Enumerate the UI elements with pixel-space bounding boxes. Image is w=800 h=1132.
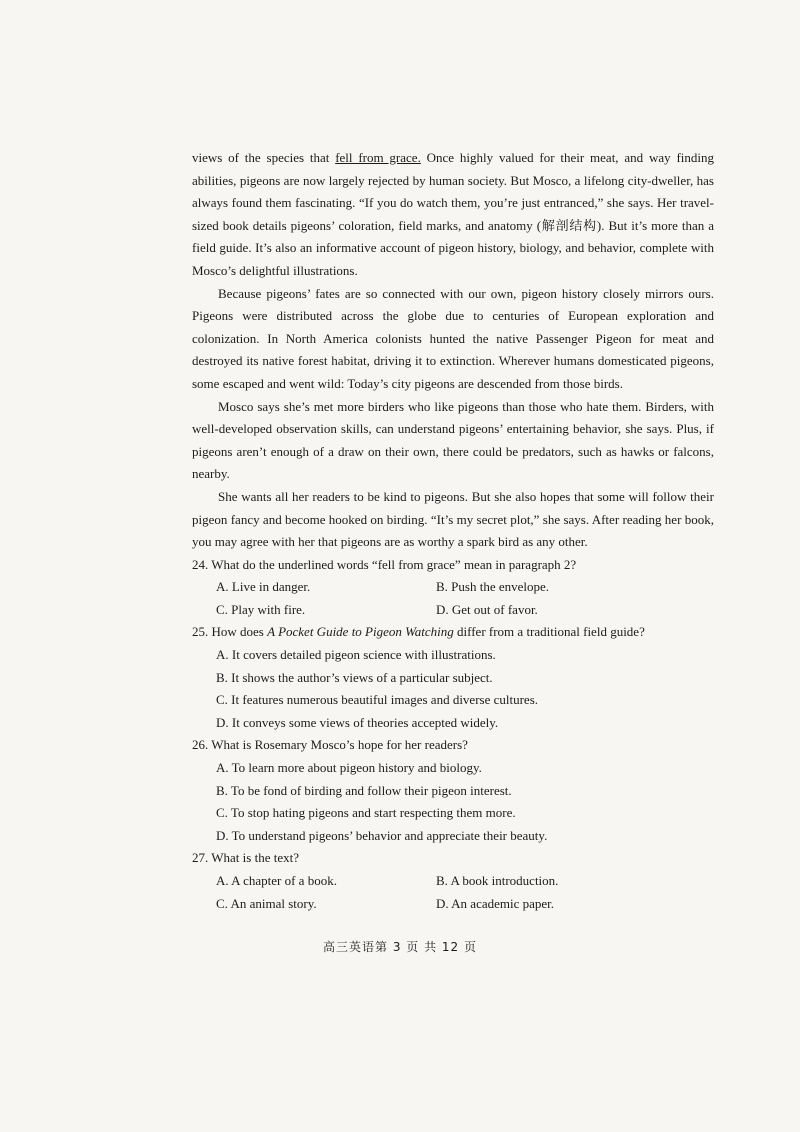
question-24-option-d: D. Get out of favor. [436, 601, 538, 617]
question-27-option-a: A. A chapter of a book. [216, 873, 337, 888]
passage-paragraph-4: She wants all her readers to be kind to pigeons. But she also hopes that some will follow their pigeon fancy and become hooked on birding. “It’s my secret plot,” she says. After reading her book, you may agree with her that pigeons are as worthy a spark bird as any other. [192, 488, 714, 550]
question-24-options-row-1 [192, 576, 714, 599]
question-24-stem: 24. What do the underlined words “fell from grace” mean in paragraph 2? [192, 556, 577, 572]
question-24-option-c: C. Play with fire. [216, 601, 306, 617]
passage-paragraph-1 [192, 147, 714, 283]
question-27-stem: 27. What is the text? [192, 850, 299, 866]
question-26-option-c: C. To stop hating pigeons and start respecting them more. [216, 805, 516, 821]
paragraph-text: Once highly valued for their meat, and way finding abilities, pigeons are now largely rejected by human society. But Mosco, a lifelong city-dweller, has always found them fascinating. “If you do watch them, you’re just entranced,” she says. Her travel-sized book details pigeons’ coloration, field marks, and anatomy (解剖结构). But it’s more than a field guide. It’s also an informative account of pigeon history, biology, and behavior, complete with Mosco’s delightful illustrations. [192, 150, 715, 278]
question-27-option-c: C. An animal story. [216, 895, 317, 911]
question-25-stem [192, 621, 714, 644]
underlined-phrase: fell from grace. [335, 150, 421, 165]
question-24-option-b: B. Push the envelope. [436, 579, 550, 595]
page-content [192, 147, 714, 915]
book-title: A Pocket Guide to Pigeon Watching [267, 624, 454, 640]
passage-paragraph-3: Mosco says she’s met more birders who like pigeons than those who hate them. Birders, with well-developed observation skills, can understand pigeons’ entertaining behavior, she says. Plus, if pigeons aren’t enough of a draw on their own, there could be predators, such as hawks or falcons, nearby. [192, 398, 714, 482]
question-27-options-row-1 [192, 870, 714, 893]
question-27-option-d: D. An academic paper. [436, 895, 555, 911]
question-27-options-row-2 [192, 893, 714, 916]
passage-paragraph-2: Because pigeons’ fates are so connected with our own, pigeon history closely mirrors ours. Pigeons were distributed across the globe due to centuries of European exploration and colonization. In North America colonists hunted the native Passenger Pigeon for meat and destroyed its native forest habitat, driving it to extinction. Wherever humans domesticated pigeons, some escaped and went wild: Today’s city pigeons are descended from those birds. [192, 285, 714, 391]
question-25-option-b: B. It shows the author’s views of a particular subject. [216, 669, 493, 685]
question-25-option-d: D. It conveys some views of theories accepted widely. [216, 714, 499, 730]
question-26-stem: 26. What is Rosemary Mosco’s hope for her readers? [192, 737, 468, 753]
question-text: 25. How does [192, 624, 268, 640]
question-25-option-c: C. It features numerous beautiful images and diverse cultures. [216, 692, 539, 708]
page-footer: 高三英语第 3 页 共 12 页 [323, 940, 477, 954]
paragraph-text: views of the species that [192, 150, 336, 165]
question-27-option-b: B. A book introduction. [436, 873, 559, 888]
question-26-option-a: A. To learn more about pigeon history and biology. [216, 760, 482, 776]
question-26-option-d: D. To understand pigeons’ behavior and appreciate their beauty. [216, 827, 548, 843]
question-25-option-a: A. It covers detailed pigeon science with illustrations. [216, 647, 496, 663]
question-24-option-a: A. Live in danger. [216, 579, 311, 595]
question-text: differ from a traditional field guide? [453, 624, 645, 640]
question-26-option-b: B. To be fond of birding and follow their pigeon interest. [216, 782, 512, 798]
question-24-options-row-2 [192, 599, 714, 622]
